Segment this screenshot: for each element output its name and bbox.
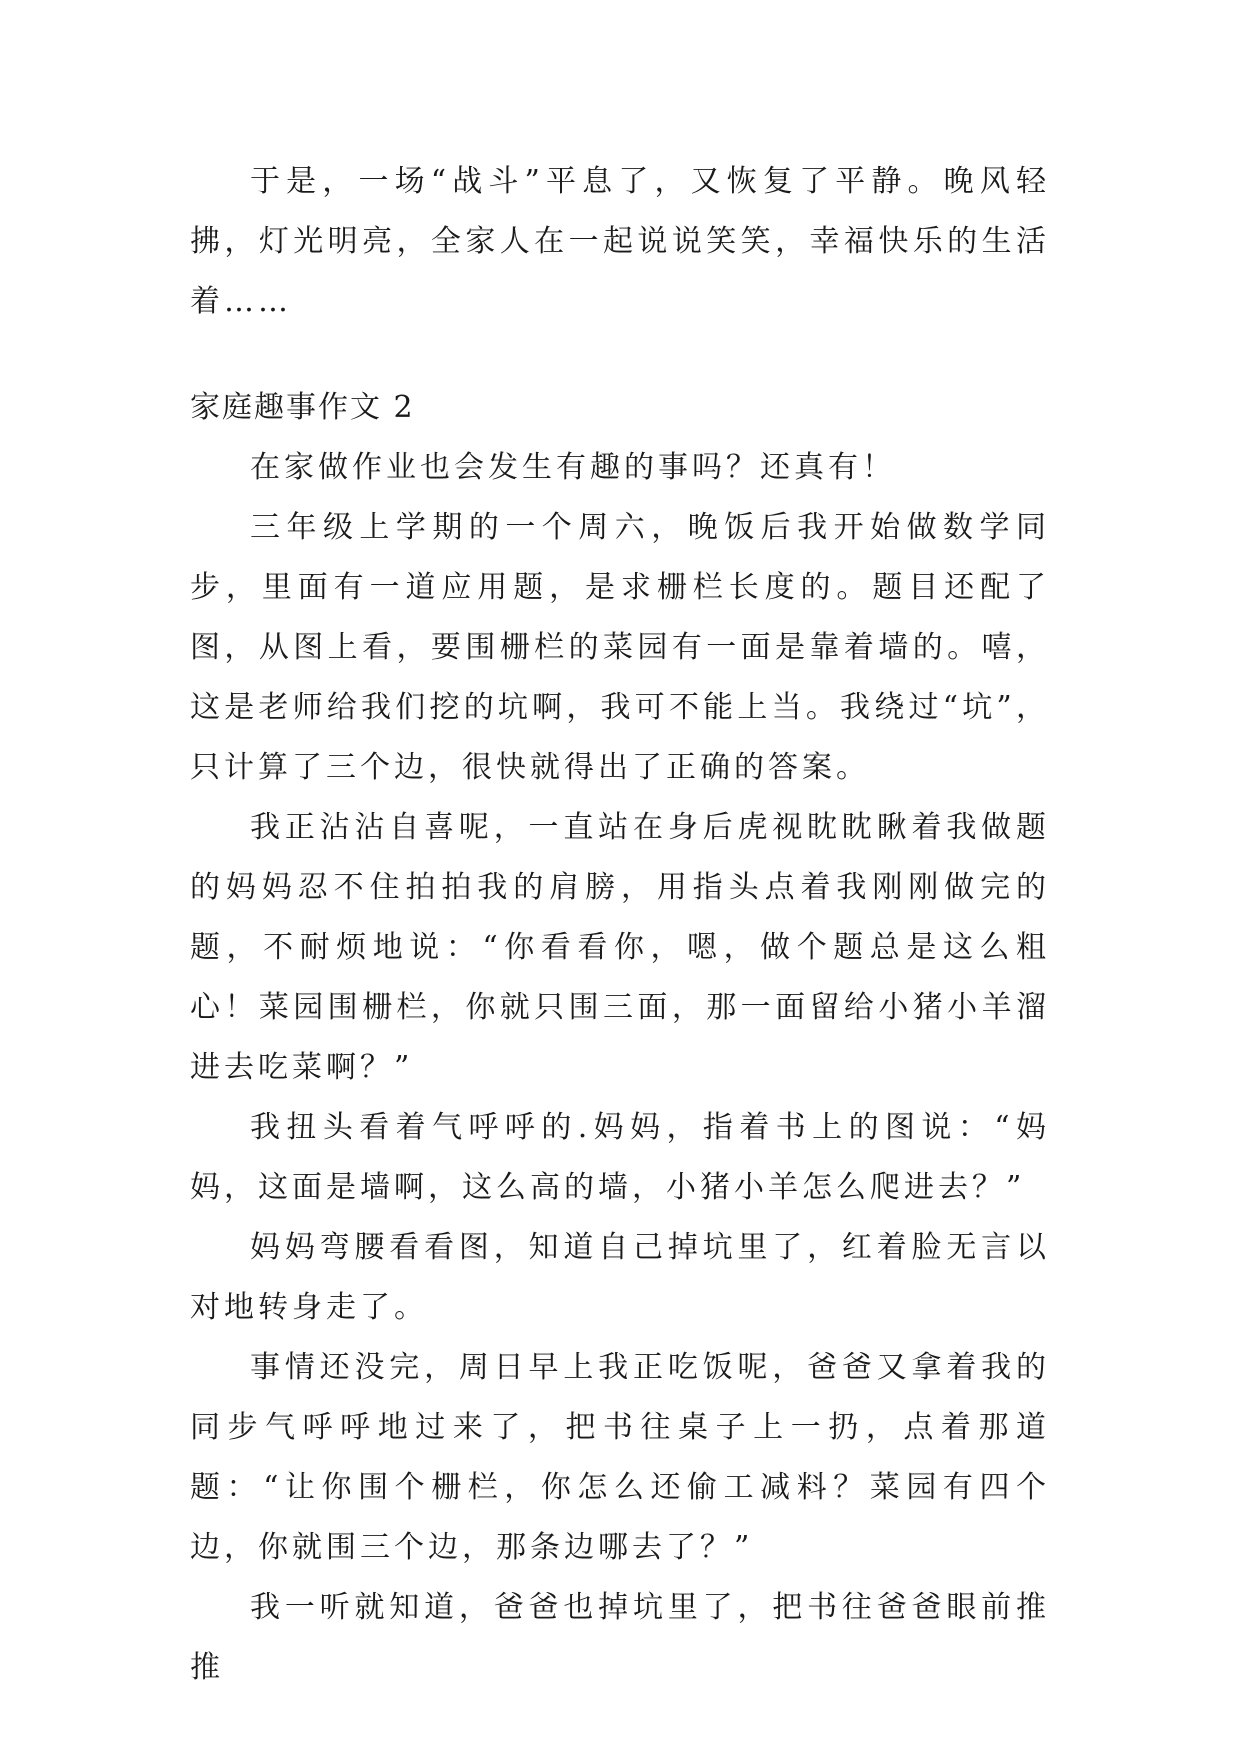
- paragraph-4: 我扭头看着气呼呼的.妈妈，指着书上的图说：“妈妈，这面是墙啊，这么高的墙，小猪小羊怎么爬进去？”: [190, 1110, 1050, 1205]
- paragraph-3: 我正沾沾自喜呢，一直站在身后虎视眈眈瞅着我做题的妈妈忍不住拍拍我的肩膀，用指头点着我刚刚做完的题，不耐烦地说：“你看看你，嗯，做个题总是这么粗心！菜园围栅栏，你就只围三面，那一面留给小猪小羊溜进去吃菜啊？”: [190, 810, 1050, 1085]
- paragraph-5: 妈妈弯腰看看图，知道自己掉坑里了，红着脸无言以对地转身走了。: [190, 1230, 1050, 1325]
- paragraph-6: 事情还没完，周日早上我正吃饭呢，爸爸又拿着我的同步气呼呼地过来了，把书往桌子上一扔，点着那道题：“让你围个栅栏，你怎么还偷工减料？菜园有四个边，你就围三个边，那条边哪去了？”: [190, 1350, 1050, 1565]
- essay-title: 家庭趣事作文 2: [190, 390, 415, 425]
- paragraph-1: 在家做作业也会发生有趣的事吗？还真有！: [250, 450, 896, 485]
- paragraph-2: 三年级上学期的一个周六，晚饭后我开始做数学同步，里面有一道应用题，是求栅栏长度的。题目还配了图，从图上看，要围栅栏的菜园有一面是靠着墙的。嘻，这是老师给我们挖的坑啊，我可不能上当。我绕过“坑”，只计算了三个边，很快就得出了正确的答案。: [190, 510, 1050, 785]
- paragraph-7: 我一听就知道，爸爸也掉坑里了，把书往爸爸眼前推推: [190, 1590, 1050, 1685]
- intro-paragraph: 于是，一场“战斗”平息了，又恢复了平静。晚风轻拂，灯光明亮，全家人在一起说说笑笑，幸福快乐的生活着……: [190, 164, 1050, 319]
- document-body: [190, 152, 1050, 1698]
